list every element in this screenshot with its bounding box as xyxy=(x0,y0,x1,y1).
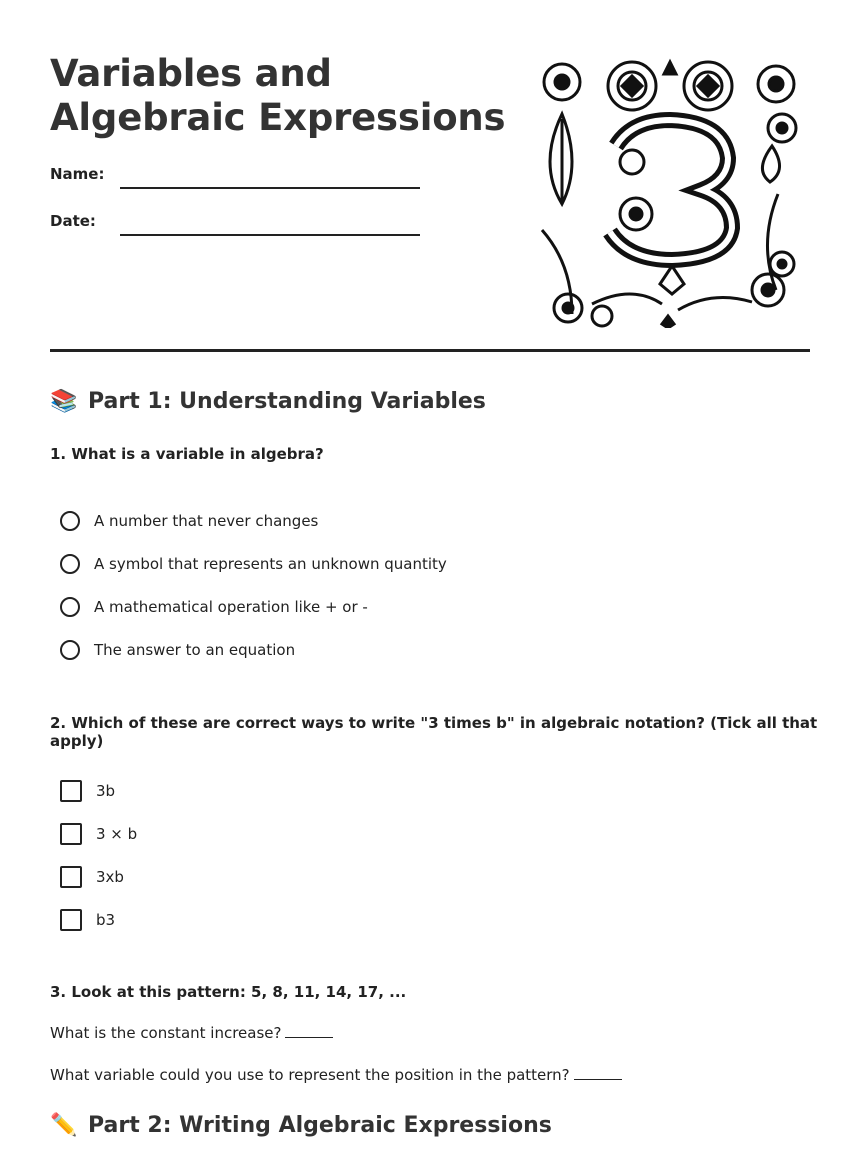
q1-option[interactable] xyxy=(60,640,295,660)
checkbox[interactable] xyxy=(60,909,82,931)
date-field[interactable] xyxy=(120,234,420,236)
option-label: A number that never changes xyxy=(94,512,319,530)
part1-title: Part 1: Understanding Variables xyxy=(88,389,486,414)
checkbox[interactable] xyxy=(60,866,82,888)
prompt-text: What variable could you use to represent the position in the pattern? xyxy=(50,1066,570,1084)
option-label: 3b xyxy=(96,782,116,800)
part2-title: Part 2: Writing Algebraic Expressions xyxy=(88,1113,552,1138)
radio-button[interactable] xyxy=(60,597,80,617)
q1-option[interactable] xyxy=(60,597,368,617)
q2-option[interactable] xyxy=(60,823,137,845)
answer-blank[interactable] xyxy=(285,1037,333,1038)
prompt-text: What is the constant increase? xyxy=(50,1024,282,1042)
q2-option[interactable] xyxy=(60,780,115,802)
option-label: b3 xyxy=(96,911,116,929)
name-field[interactable] xyxy=(120,187,420,189)
option-label: A mathematical operation like + or - xyxy=(94,598,368,616)
header-divider xyxy=(50,349,810,352)
ornamental-number-3-icon xyxy=(532,54,804,328)
part2-heading xyxy=(50,1113,552,1138)
checkbox[interactable] xyxy=(60,823,82,845)
q3-prompt-increase xyxy=(50,1024,333,1042)
radio-button[interactable] xyxy=(60,554,80,574)
q1-option[interactable] xyxy=(60,554,447,574)
pencil-icon: ✏️ xyxy=(50,1113,78,1138)
date-label: Date: xyxy=(50,212,96,230)
question-3: 3. Look at this pattern: 5, 8, 11, 14, 17, ... xyxy=(50,983,407,1001)
part1-heading xyxy=(50,389,486,414)
question-2: 2. Which of these are correct ways to write "3 times b" in algebraic notation? (Tick all that apply) xyxy=(50,714,818,750)
q1-option[interactable] xyxy=(60,511,318,531)
radio-button[interactable] xyxy=(60,511,80,531)
option-label: A symbol that represents an unknown quantity xyxy=(94,555,447,573)
q3-prompt-variable xyxy=(50,1066,622,1084)
option-label: The answer to an equation xyxy=(94,641,296,659)
option-label: 3 × b xyxy=(96,825,138,843)
q2-option[interactable] xyxy=(60,866,124,888)
name-label: Name: xyxy=(50,165,105,183)
checkbox[interactable] xyxy=(60,780,82,802)
q2-option[interactable] xyxy=(60,909,115,931)
worksheet-title: Variables and Algebraic Expressions xyxy=(50,52,506,139)
books-icon: 📚 xyxy=(50,389,78,414)
question-1: 1. What is a variable in algebra? xyxy=(50,445,324,463)
option-label: 3xb xyxy=(96,868,124,886)
radio-button[interactable] xyxy=(60,640,80,660)
answer-blank[interactable] xyxy=(574,1079,622,1080)
